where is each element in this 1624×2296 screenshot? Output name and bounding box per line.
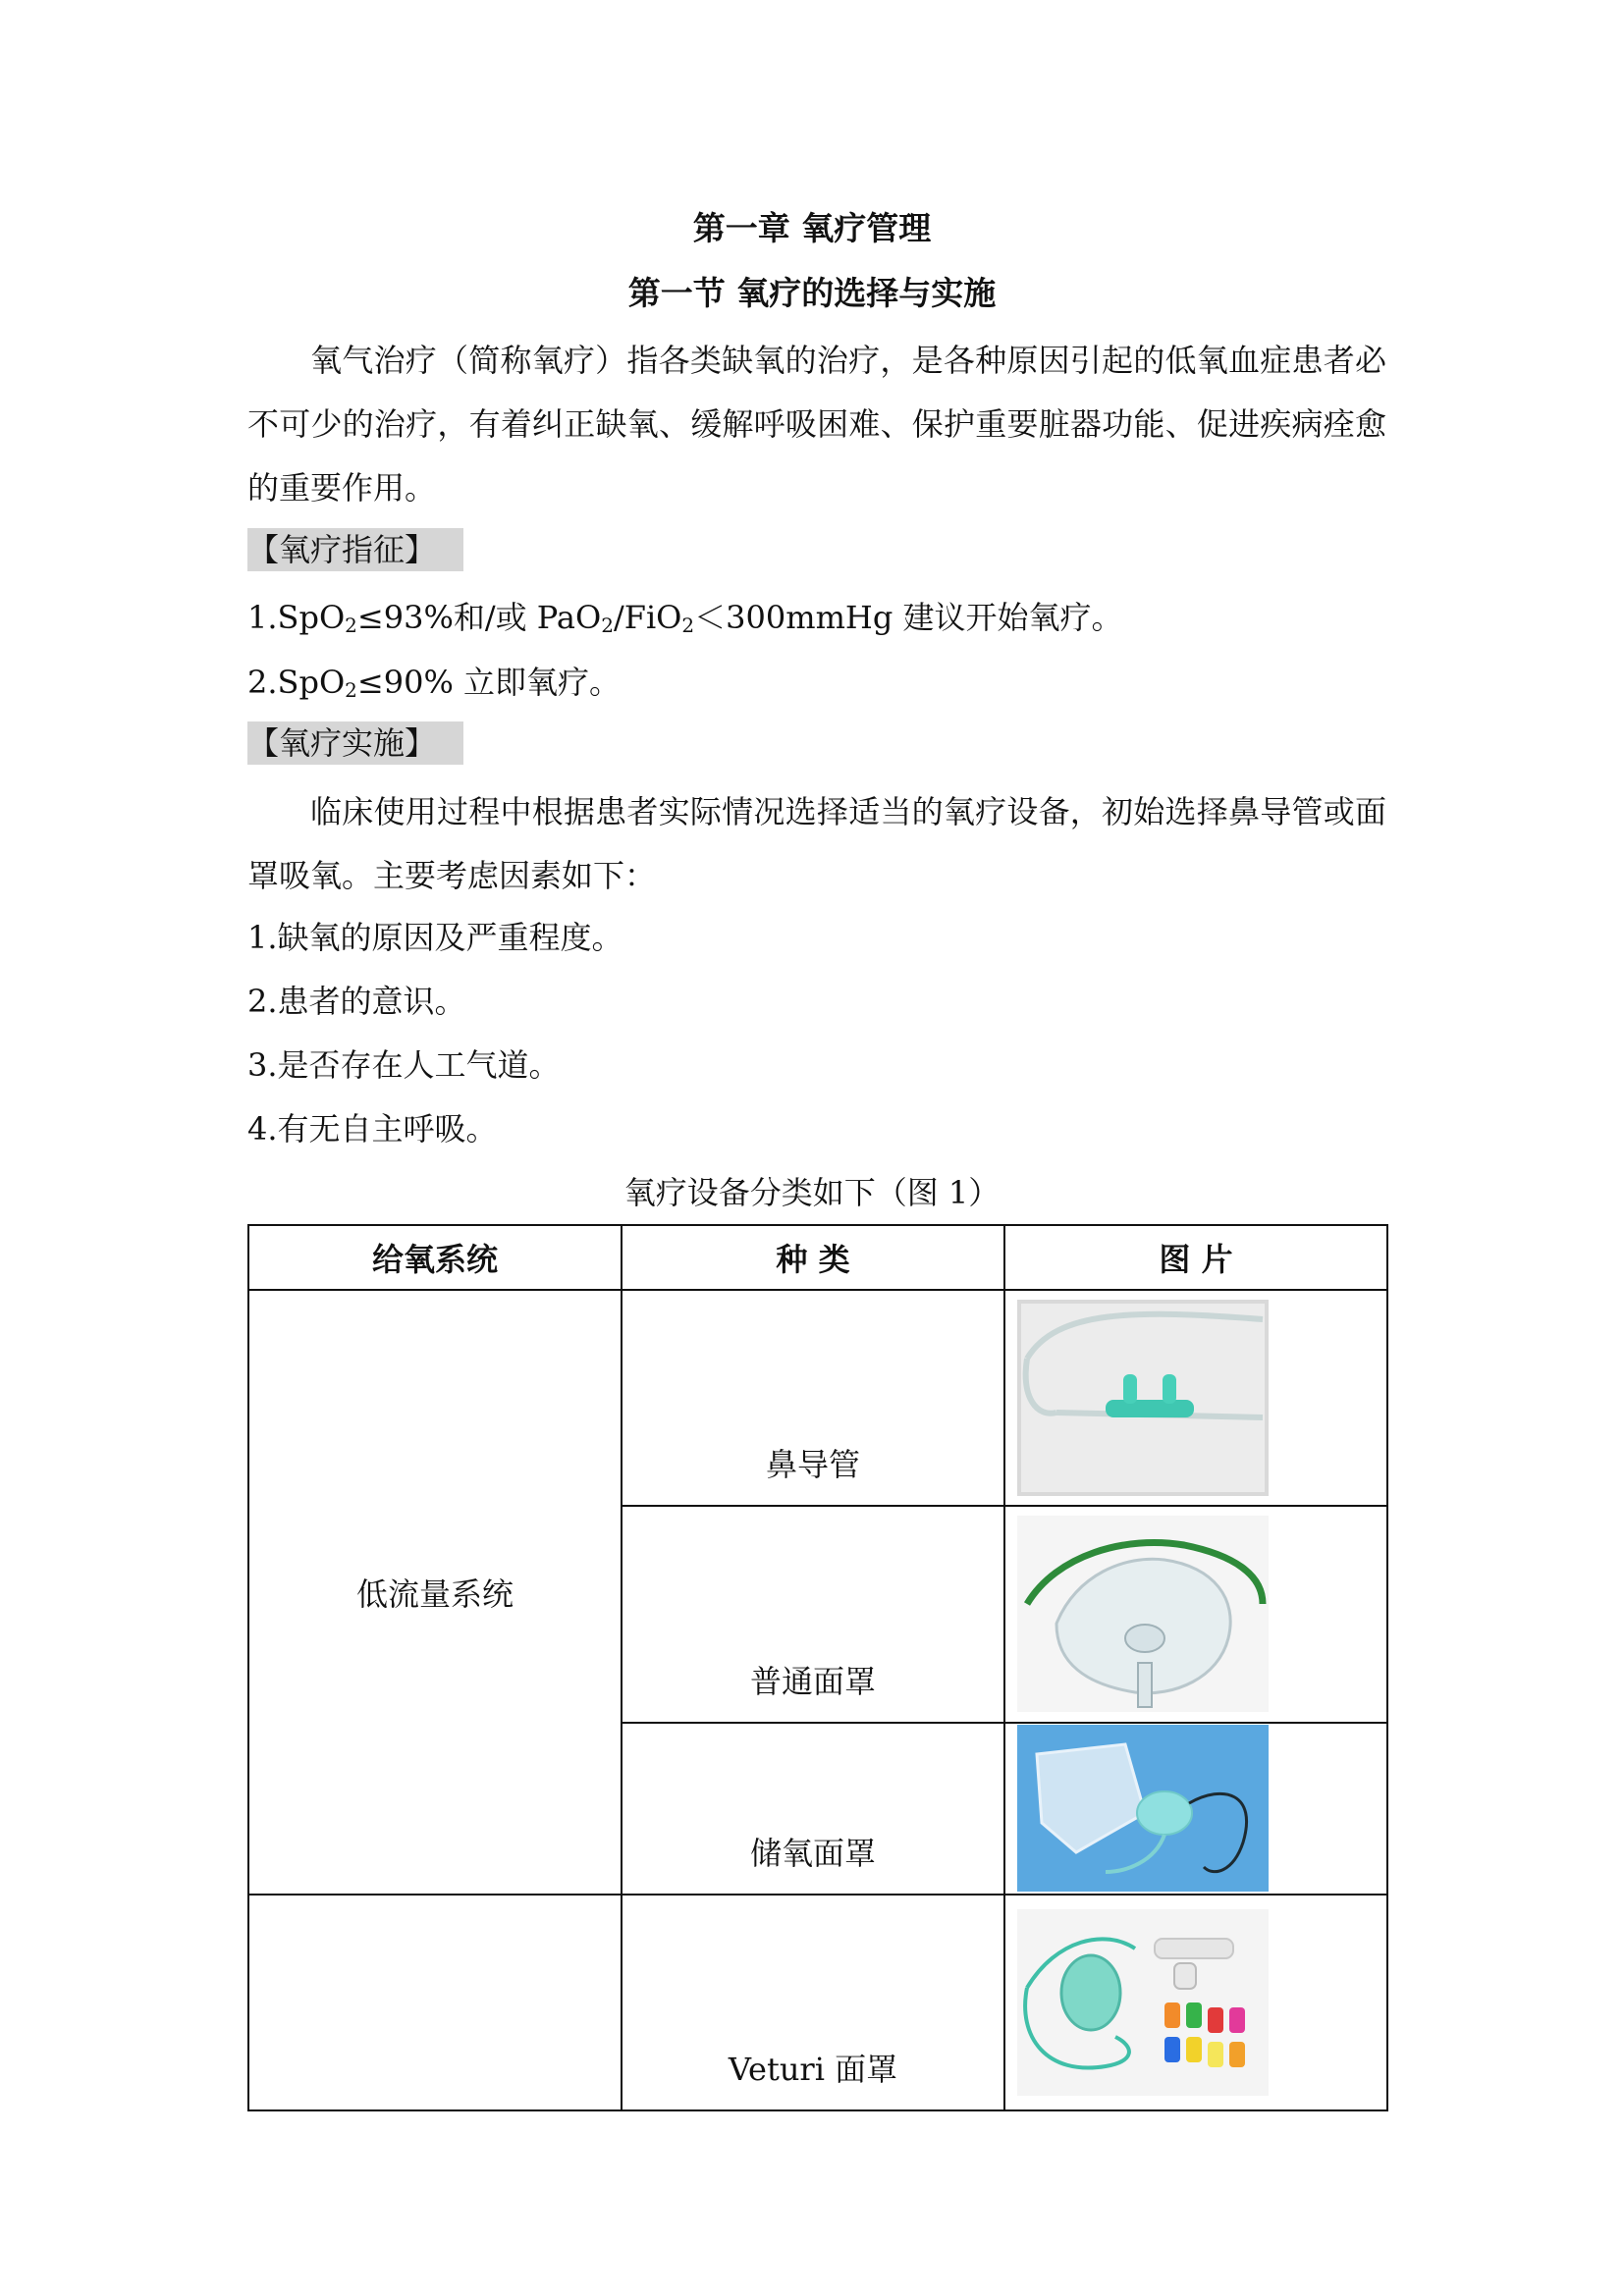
oxygen-equipment-table	[247, 1224, 1388, 2111]
kind-cell: 储氧面罩	[622, 1723, 1004, 1895]
second-system-cell	[248, 1895, 622, 2110]
factor-item: 2.患者的意识。	[247, 983, 466, 1020]
factor-item: 3.是否存在人工气道。	[247, 1046, 561, 1084]
low-flow-system-cell: 低流量系统	[248, 1290, 622, 1895]
picture-cell	[1004, 1723, 1387, 1895]
factor-item: 1.缺氧的原因及严重程度。	[247, 919, 623, 956]
section-title: 第一节 氧疗的选择与实施	[627, 274, 997, 312]
column-header-picture: 图 片	[1004, 1225, 1387, 1290]
implementation-paragraph: 临床使用过程中根据患者实际情况选择适当的氧疗设备，初始选择鼻导管或面罩吸氧。主要考虑因素如下：	[247, 793, 1386, 894]
kind-cell: 鼻导管	[622, 1290, 1004, 1506]
kind-cell: 普通面罩	[622, 1506, 1004, 1722]
indications-heading: 【氧疗指征】	[247, 528, 463, 571]
table-row	[248, 1290, 1387, 1506]
column-header-kind: 种 类	[622, 1225, 1004, 1290]
indication-item-1: 1.SpO$_2$≤93%和/或 PaO$_2$/FiO$_2$＜300mmHg 建议开始氧疗。	[247, 599, 1123, 637]
venturi-mask-photo	[1017, 1909, 1269, 2096]
nasal-cannula-photo	[1017, 1300, 1269, 1496]
simple-face-mask-photo	[1017, 1516, 1269, 1712]
table-row	[248, 1895, 1387, 2110]
table-caption: 氧疗设备分类如下（图 1）	[623, 1174, 1001, 1211]
column-header-system: 给氧系统	[248, 1225, 622, 1290]
reservoir-mask-photo	[1017, 1725, 1269, 1892]
indication-item-2: 2.SpO$_2$≤90% 立即氧疗。	[247, 664, 622, 702]
chapter-title: 第一章 氧疗管理	[692, 209, 932, 247]
implementation-heading: 【氧疗实施】	[247, 721, 463, 765]
table-header-row	[248, 1225, 1387, 1290]
picture-cell	[1004, 1506, 1387, 1722]
factor-item: 4.有无自主呼吸。	[247, 1110, 498, 1148]
picture-cell	[1004, 1290, 1387, 1506]
intro-paragraph: 氧气治疗（简称氧疗）指各类缺氧的治疗，是各种原因引起的低氧血症患者必不可少的治疗，有着纠正缺氧、缓解呼吸困难、保护重要脏器功能、促进疾病痊愈的重要作用。	[247, 342, 1386, 507]
kind-cell: Veturi 面罩	[622, 1895, 1004, 2110]
picture-cell	[1004, 1895, 1387, 2110]
